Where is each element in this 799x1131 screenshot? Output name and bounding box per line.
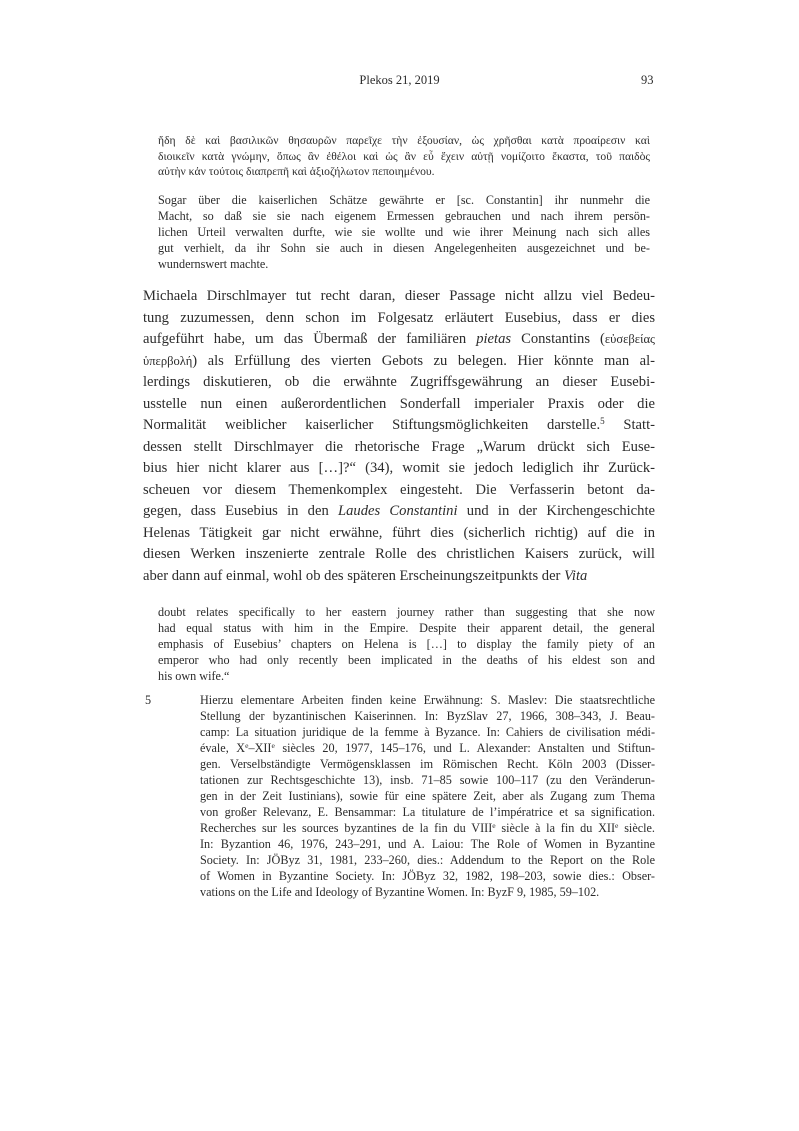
text-line — [143, 286, 655, 308]
text-line — [143, 566, 655, 588]
text-segment: Recherches sur les sources byzantines de la fin du VIII — [200, 821, 493, 835]
text-segment: vations on the Life and Ideology of Byzantine Women. In: ByzF 9, 1985, 59–102. — [200, 885, 600, 899]
text-segment: Constantins ( — [511, 331, 605, 347]
text-line — [158, 192, 650, 208]
text-line — [158, 256, 650, 272]
text-segment: Helenas Tätigkeit gar nicht erwähne, führt dies (sicherlich richtig) auf die in — [143, 524, 655, 541]
text-segment: Macht, so daß sie sie nach eigenem Ermessen gebrauchen und nach ihrem persön- — [158, 209, 650, 223]
text-segment: ) als Erfüllung des vierten Gebots zu belegen. Hier könnte man al- — [192, 352, 655, 369]
text-line — [158, 636, 655, 652]
text-segment: Statt- — [604, 417, 655, 433]
text-line — [158, 133, 650, 149]
text-line — [158, 652, 655, 668]
text-segment: diesen Werken inszenierte zentrale Rolle des christlichen Kaisers zurück, will — [143, 546, 655, 562]
text-segment: tung zuzumessen, denn schon im Folgesatz erläutert Eusebius, dass er dies — [143, 309, 655, 326]
italic-text: Vita — [564, 567, 588, 584]
text-line — [200, 788, 655, 804]
text-line — [158, 224, 650, 240]
text-segment: Society. In: JÖByz 31, 1981, 233–260, dies.: Addendum to the Report on the Role — [200, 853, 655, 867]
text-segment: had equal status with him in the Empire. Despite their apparent detail, the general — [158, 621, 655, 635]
text-segment: camp: La situation juridique de la femme à Byzance. In: Cahiers de civilisation médi- — [200, 725, 655, 739]
text-segment: évale, X — [200, 741, 246, 755]
text-line — [143, 458, 655, 480]
german-translation-quote — [158, 192, 650, 272]
page-number: 93 — [641, 73, 654, 87]
footnote-text — [200, 692, 655, 900]
text-line — [143, 308, 655, 330]
text-line — [200, 868, 655, 884]
superscript: e — [615, 820, 619, 830]
text-line — [143, 394, 655, 416]
superscript: 5 — [600, 416, 605, 427]
text-line — [158, 208, 650, 224]
text-segment: αὐτὴν κἀν τούτοις διαπρεπῆ καὶ ἀξιοζήλωτον πεποιημένου. — [158, 165, 435, 179]
text-segment: von großer Relevanz, E. Bensammar: La titulature de l’impératrice et sa signification. — [200, 805, 655, 819]
italic-text: pietas — [476, 331, 512, 347]
italic-text: Laudes Constantini — [338, 503, 458, 519]
text-segment: –XII — [248, 741, 272, 755]
text-segment: gen. Verselbständigte Vermögensklassen im Römischen Recht. Köln 2003 (Disser- — [200, 757, 655, 771]
text-line — [143, 372, 655, 394]
text-line — [200, 852, 655, 868]
text-line — [158, 620, 655, 636]
text-segment: emphasis of Eusebius’ chapters on Helena is […] to display the family piety of an — [158, 637, 655, 651]
text-segment: aber dann auf einmal, wohl ob des späteren Erscheinungszeitpunkts der — [143, 567, 565, 584]
text-line — [143, 329, 655, 351]
text-segment: lichen Urteil verwalten durfte, wie sie wollte und wie ihrer Meinung nach sich alles — [158, 225, 650, 239]
text-line — [200, 884, 655, 900]
text-line — [143, 501, 655, 523]
text-line — [200, 740, 655, 756]
text-line — [143, 523, 655, 545]
text-segment: und in der Kirchengeschichte — [457, 503, 655, 519]
text-line — [158, 240, 650, 256]
text-segment: wundernswert machte. — [158, 257, 269, 271]
text-segment: siècle. — [618, 821, 655, 835]
text-segment: dessen stellt Dirschlmayer die rhetorische Frage „Warum drückt sich Euse- — [143, 438, 655, 455]
text-line — [158, 668, 655, 684]
text-line — [200, 692, 655, 708]
text-line — [158, 164, 650, 180]
text-segment: ἤδη δὲ καὶ βασιλικῶν θησαυρῶν παρεῖχε τὴν ἐξουσίαν, ὡς χρῆσθαι κατὰ προαίρεσιν καὶ — [158, 134, 650, 147]
text-line — [200, 724, 655, 740]
main-paragraph — [143, 286, 655, 587]
text-segment: ὑπερβολή — [143, 353, 193, 368]
text-segment: emperor who had only recently been implicated in the deaths of his eldest son and — [158, 653, 655, 667]
text-line — [200, 804, 655, 820]
text-segment: In: Byzantion 46, 1976, 243–291, und A. Laiou: The Role of Women in Byzantine — [200, 837, 655, 851]
text-segment: scheuen vor diesem Themenkomplex eingesteht. Die Verfasserin betont da- — [143, 481, 655, 498]
text-segment: gut verhielt, da ihr Sohn sie auch in diesen Angelegenheiten ausgezeichnet und be- — [158, 241, 650, 255]
superscript: e — [492, 820, 496, 830]
text-line — [143, 351, 655, 373]
text-line — [158, 149, 650, 165]
text-line — [143, 544, 655, 566]
text-segment: Stellung der byzantinischen Kaiserinnen. In: ByzSlav 27, 1966, 308–343, J. Beau- — [200, 709, 655, 723]
text-line — [200, 708, 655, 724]
text-segment: bius hier nicht klarer aus […]?“ (34), womit sie jedoch lediglich ihr Zurück- — [143, 460, 655, 476]
superscript: e — [245, 740, 249, 750]
text-segment: Hierzu elementare Arbeiten finden keine Erwähnung: S. Maslev: Die staatsrechtliche — [200, 693, 655, 707]
text-line — [143, 415, 655, 437]
text-segment: his own wife.“ — [158, 669, 230, 683]
text-segment: usstelle nun einen außerordentlichen Sonderfall imperialer Praxis oder die — [143, 395, 655, 412]
footnote-continuation — [158, 604, 655, 684]
text-line — [143, 437, 655, 459]
text-line — [200, 820, 655, 836]
text-segment: doubt relates specifically to her eastern journey rather than suggesting that she now — [158, 605, 655, 619]
text-segment: tationen zur Rechtsgeschichte 13), insb. 71–85 sowie 100–117 (zu den Veränderun- — [200, 773, 655, 787]
text-segment: Sogar über die kaiserlichen Schätze gewährte er [sc. Constantin] ihr nunmehr die — [158, 193, 650, 207]
text-line — [200, 836, 655, 852]
text-segment: lerdings diskutieren, ob die erwähnte Zugriffsgewährung an dieser Eusebi- — [143, 374, 655, 390]
greek-quote — [158, 133, 650, 180]
text-line — [143, 480, 655, 502]
text-segment: of Women in Byzantine Society. In: JÖByz 32, 1982, 198–203, sowie dies.: Obser- — [200, 869, 655, 883]
text-segment: siècle à la fin du XII — [495, 821, 616, 835]
text-segment: διοικεῖν κατὰ γνώμην, ὅπως ἂν ἐθέλοι καὶ ὡς ἂν εὖ ἔχειν αὐτῇ νομίζοιτο ἕκαστα, τοῦ παιδὸς — [158, 149, 650, 163]
text-line — [200, 756, 655, 772]
text-segment: gegen, dass Eusebius in den — [143, 503, 338, 519]
text-segment: siècles 20, 1977, 145–176, und L. Alexander: Anstalten und Stiftun- — [274, 741, 655, 755]
text-segment: aufgeführt habe, um das Übermaß der familiären — [143, 331, 477, 347]
text-line — [158, 604, 655, 620]
running-title: Plekos 21, 2019 — [359, 73, 440, 87]
footnote-number: 5 — [145, 693, 152, 707]
text-segment: gen in der Zeit Iustinians), sowie für eine spätere Zeit, aber als Zugang zum Thema — [200, 789, 655, 803]
superscript: e — [271, 740, 275, 750]
text-segment: Michaela Dirschlmayer tut recht daran, dieser Passage nicht allzu viel Bedeu- — [143, 288, 655, 304]
text-segment: Normalität weiblicher kaiserlicher Stiftungsmöglichkeiten darstelle. — [143, 417, 601, 433]
text-line — [200, 772, 655, 788]
text-segment: εὐσεβείας — [604, 332, 655, 346]
